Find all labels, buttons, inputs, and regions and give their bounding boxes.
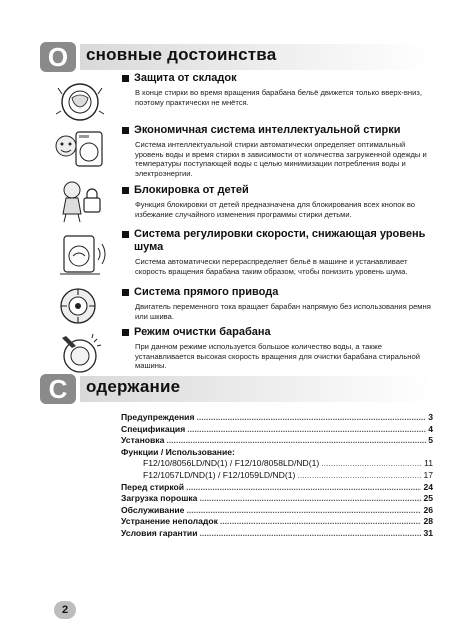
section-initial-letter: С: [40, 374, 76, 404]
toc-heading: [121, 447, 433, 459]
dot-leader: [186, 505, 421, 515]
feature-description: Двигатель переменного тока вращает барабан напрямую без использования ремня или шкива.: [135, 302, 431, 321]
feature-item: [122, 228, 434, 276]
toc-label: Предупреждения: [121, 412, 195, 422]
toc-entry[interactable]: [121, 505, 433, 517]
section-header-contents: [40, 374, 432, 402]
toc-page: 3: [428, 412, 433, 422]
toc-label: Устранение неполадок: [121, 516, 218, 527]
toc-page: 5: [428, 435, 433, 446]
feature-description: При данном режиме используется большое количество воды, а также устанавливается высокая скорость вращения для очистки барабана стиральной машины.: [135, 342, 420, 371]
feature-item: [122, 124, 434, 178]
dot-leader: [166, 435, 426, 445]
feature-item: [122, 72, 434, 107]
toc-page: 24: [423, 481, 433, 492]
section-title: одержание: [86, 377, 181, 396]
feature-title: Режим очистки барабана: [134, 326, 271, 338]
toc-label: Функции / Использование:: [121, 446, 235, 457]
feature-title: Защита от складок: [134, 72, 237, 84]
toc-page: 28: [423, 516, 433, 527]
feature-item: [122, 286, 434, 321]
toc-label: Спецификация: [121, 423, 186, 434]
section-initial-letter: О: [40, 42, 76, 72]
toc-entry[interactable]: [121, 412, 433, 424]
dot-leader: [220, 516, 422, 526]
direct-drive-illustration: [50, 282, 110, 330]
feature-title: Экономичная система интеллектуальной стирки: [134, 124, 401, 136]
toc-label: F12/1057LD/ND(1) / F12/1059LD/ND(1): [143, 469, 296, 480]
toc-entry[interactable]: [121, 516, 433, 528]
feature-description: В конце стирки во время вращения барабана бельё движется только вверх-вниз, поэтому практически не мнётся.: [135, 88, 422, 107]
dot-leader: [187, 424, 426, 434]
bullet-square: [122, 127, 129, 134]
feature-title: Блокировка от детей: [134, 184, 249, 196]
toc-label: Перед стиркой: [121, 481, 185, 492]
bullet-square: [122, 231, 129, 238]
toc-entry[interactable]: [121, 458, 433, 470]
toc-page: 11: [424, 458, 433, 469]
toc-entry[interactable]: [121, 424, 433, 436]
dot-leader: [321, 458, 422, 468]
dot-leader: [186, 482, 421, 492]
toc-page: 26: [423, 504, 433, 515]
toc-label: Установка: [121, 435, 165, 446]
dot-leader: [196, 412, 426, 422]
toc-label: Условия гарантии: [121, 527, 198, 538]
wrinkle-protection-illustration: [50, 78, 110, 126]
low-noise-illustration: [50, 230, 110, 278]
toc-page: 31: [423, 527, 433, 538]
feature-description: Система интеллектуальной стирки автоматически определяет оптимальный уровень воды и время стирки в зависимости от количества загруженной одежды и температуры поступающей воды с целью минимизации потребления воды и электроэнергии.: [135, 140, 427, 178]
page-number: 2: [54, 601, 76, 619]
toc-entry[interactable]: [121, 435, 433, 447]
feature-title: Система регулировки скорости, снижающая уровень шума: [134, 228, 426, 253]
toc-page: 17: [423, 469, 433, 480]
section-title: сновные достоинства: [86, 45, 277, 64]
toc-page: 25: [423, 493, 433, 504]
toc-entry[interactable]: [121, 528, 433, 540]
bullet-square: [122, 75, 129, 82]
drum-clean-illustration: [50, 330, 110, 378]
toc-label: Обслуживание: [121, 504, 185, 515]
table-of-contents: [121, 412, 433, 540]
toc-label: F12/10/8056LD/ND(1) / F12/10/8058LD/ND(1): [143, 458, 320, 469]
section-header-advantages: [40, 42, 432, 70]
toc-entry[interactable]: [121, 482, 433, 494]
toc-entry[interactable]: [121, 493, 433, 505]
bullet-square: [122, 289, 129, 296]
dot-leader: [297, 470, 421, 480]
toc-label: Загрузка порошка: [121, 493, 198, 504]
feature-item: [122, 184, 434, 219]
bullet-square: [122, 329, 129, 336]
feature-description: Функция блокировки от детей предназначена для блокирования всех кнопок во избежание случайного изменения программы стирки детьми.: [135, 200, 416, 219]
feature-title: Система прямого привода: [134, 286, 279, 298]
smart-wash-illustration: [50, 124, 110, 172]
dot-leader: [199, 493, 421, 503]
feature-item: [122, 326, 434, 371]
feature-description: Система автоматически перераспределяет бельё в машине и устанавливает скорость вращения барабана таким образом, чтобы понизить уровень шума.: [135, 257, 408, 276]
toc-page: 4: [428, 423, 433, 434]
bullet-square: [122, 187, 129, 194]
toc-entry[interactable]: [121, 470, 433, 482]
child-lock-illustration: [50, 178, 110, 226]
dot-leader: [200, 528, 422, 538]
